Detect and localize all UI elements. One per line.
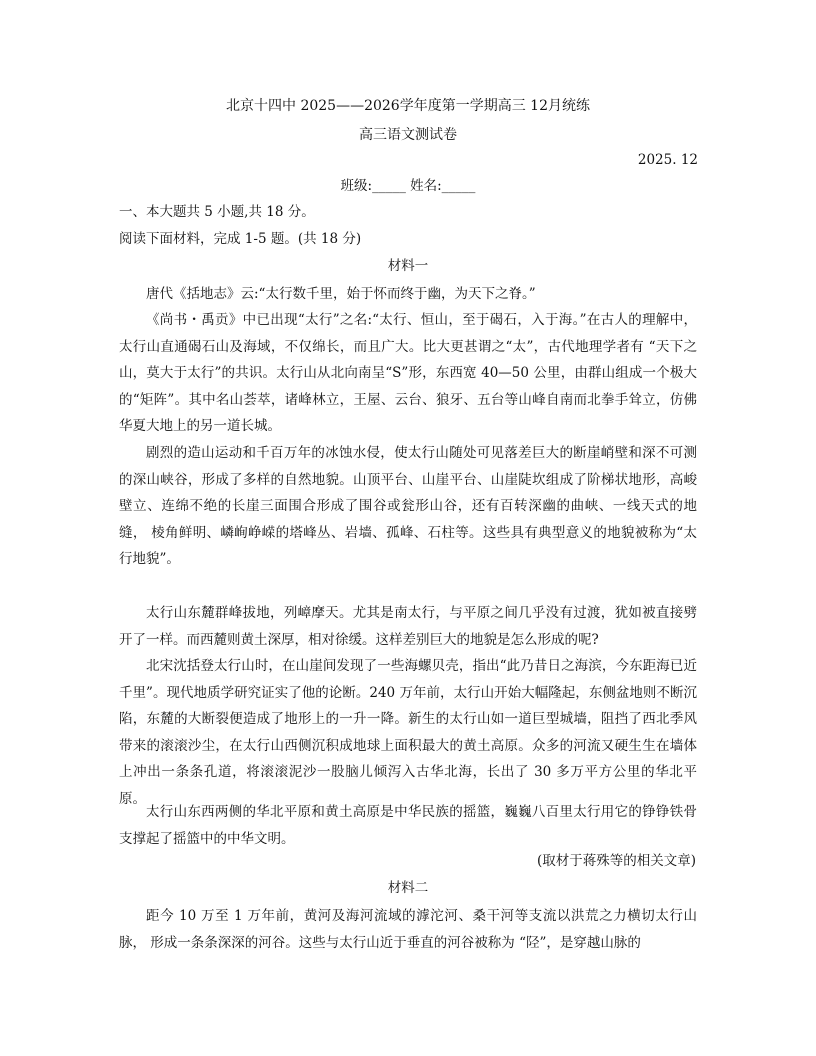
material1-paragraph-6: 太行山东西两侧的华北平原和黄土高原是中华民族的摇篮，巍巍八百里太行用它的铮铮铁骨支撑起了摇篮中的中华文明。 bbox=[119, 804, 697, 847]
section-instruction: 阅读下面材料，完成 1-5 题。(共 18 分) bbox=[119, 231, 362, 247]
exam-title: 北京十四中 2025——2026学年度第一学期高三 12月统练 bbox=[226, 98, 590, 114]
material2-heading: 材料二 bbox=[387, 880, 429, 896]
exam-subtitle: 高三语文测试卷 bbox=[359, 127, 457, 143]
material1-source: (取材于蒋殊等的相关文章) bbox=[536, 853, 696, 869]
class-name-line: 班级:_____ 姓名:_____ bbox=[340, 178, 476, 194]
section-heading: 一、本大题共 5 小题,共 18 分。 bbox=[119, 204, 315, 220]
material1-paragraph-5: 北宋沈括登太行山时，在山崖间发现了一些海螺贝壳，指出“此乃昔日之海滨，今东距海已近千里”。现代地质学研究证实了他的论断。240 万年前，太行山开始大幅隆起，东侧盆地则不断沉陷，东麓的大断裂便造成了地形上的一升一降。新生的太行山如一道巨型城墙，阻挡了西北季风带来的滚滚沙尘，在太行山西侧沉积成地球上面积最大的黄土高原。众多的河流又硬生生在墙体上冲出一条条孔道，将滚滚泥沙一股脑儿倾泻入古华北海，长出了 30 多万平方公里的华北平原。 bbox=[119, 658, 697, 807]
material1-paragraph-1: 唐代《括地志》云:“太行数千里，始于怀而终于幽，为天下之脊。” bbox=[146, 286, 536, 302]
material1-heading: 材料一 bbox=[387, 258, 429, 274]
material2-paragraph-1: 距今 10 万至 1 万年前，黄河及海河流域的滹沱河、桑干河等支流以洪荒之力横切太行山脉， 形成一条条深深的河谷。这些与太行山近于垂直的河谷被称为 “陉”，是穿越山脉的 bbox=[119, 908, 697, 951]
material1-paragraph-2: 《尚书・禹贡》中已出现“太行”之名:“太行、恒山，至于碣石，入于海。”在古人的理解中，太行山直通碣石山及海域，不仅绵长，而且广大。比大更甚谓之“太”，古代地理学者有 “天下之山，莫大于太行”的共识。太行山从北向南呈“S”形，东西宽 40—50 公里，由群山组成一个极大的“矩阵”。其中名山荟萃，诸峰林立，王屋、云台、狼牙、五台等山峰自南而北拳手耸立，仿佛华夏大地上的另一道长城。 bbox=[119, 312, 697, 434]
material1-paragraph-4: 太行山东麓群峰拔地，列嶂摩天。尤其是南太行，与平原之间几乎没有过渡，犹如被直接劈开了一样。而西麓则黄土深厚，相对徐缓。这样差别巨大的地貌是怎么形成的呢? bbox=[119, 605, 697, 648]
exam-date: 2025. 12 bbox=[637, 152, 698, 168]
material1-paragraph-3: 剧烈的造山运动和千百万年的冰蚀水侵，使太行山随处可见落差巨大的断崖峭壁和深不可测的深山峡谷，形成了多样的自然地貌。山顶平台、山崖平台、山崖陡坎组成了阶梯状地形，高峻壁立、连绵不绝的长崖三面围合形成了围谷或瓮形山谷，还有百转深幽的曲峡、一线天式的地缝， 棱角鲜明、嶙峋峥嵘的塔峰丛、岩墙、孤峰、石柱等。这些具有典型意义的地貌被称为“太行地貌”。 bbox=[119, 445, 697, 567]
